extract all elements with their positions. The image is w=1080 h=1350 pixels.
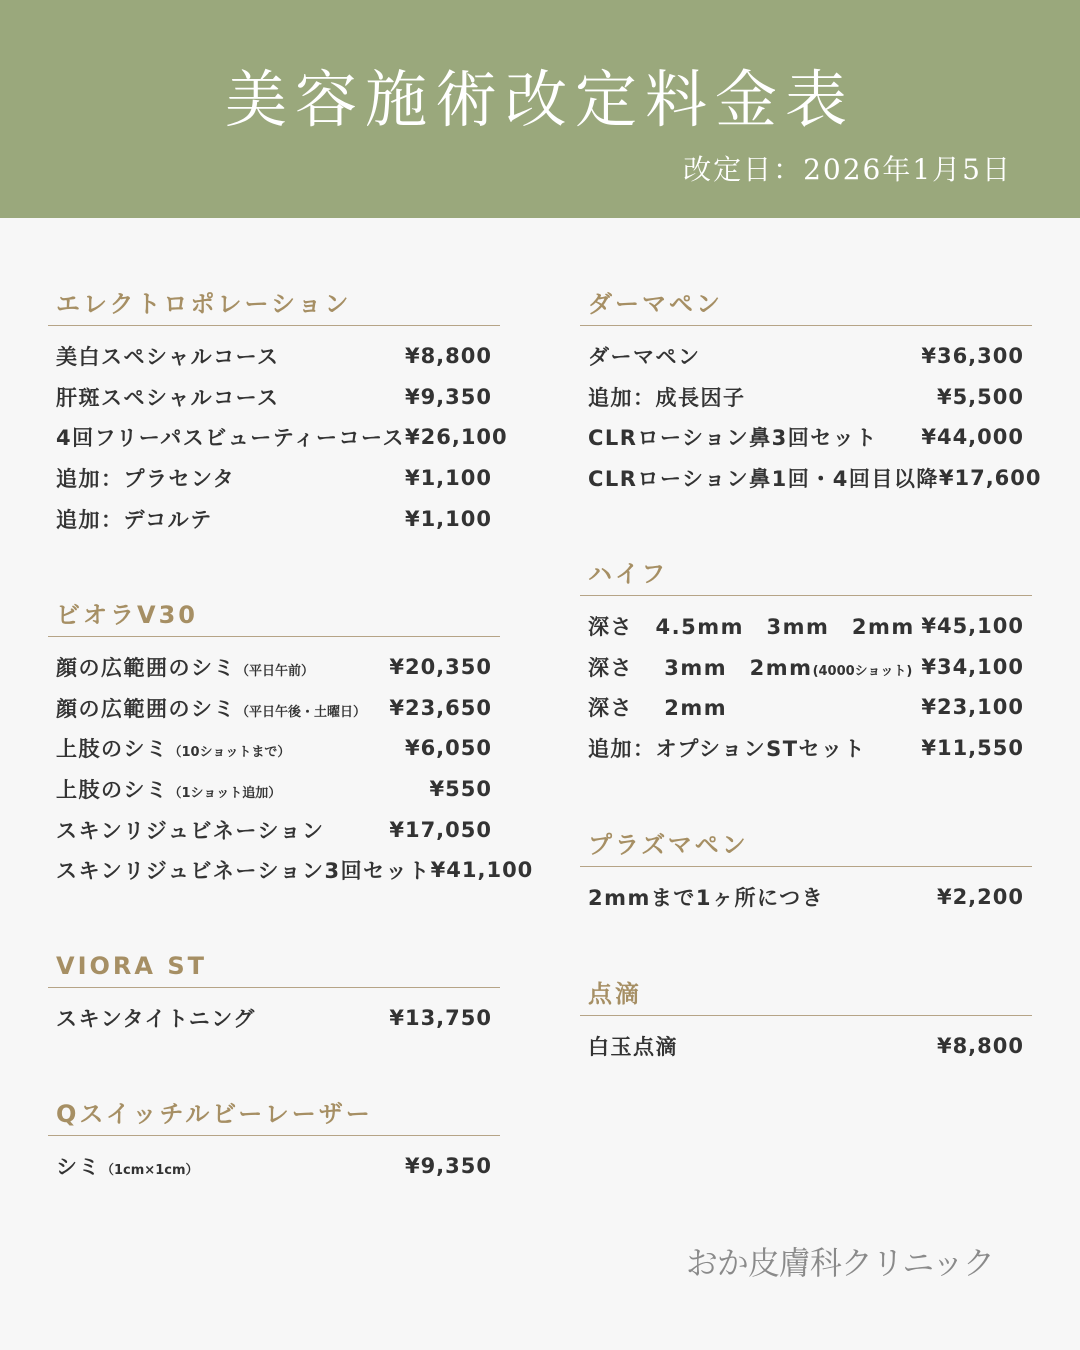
price-list — [580, 596, 1032, 768]
price-list — [48, 1136, 500, 1187]
treatment-name: 白玉点滴 — [588, 1035, 678, 1060]
treatment-price: ¥9,350 — [404, 384, 492, 409]
price-row — [48, 647, 500, 688]
price-row — [580, 458, 1042, 499]
price-row — [48, 377, 500, 418]
treatment-name: 追加：オプションSTセット — [588, 737, 867, 762]
clinic-logo: おか皮膚科クリニック — [685, 1244, 994, 1282]
price-row — [48, 850, 534, 891]
treatment-price: ¥8,800 — [404, 344, 492, 369]
treatment-name-wrap — [56, 1151, 199, 1181]
treatment-name-wrap — [588, 463, 939, 493]
treatment-name-wrap — [56, 815, 325, 845]
price-row — [48, 998, 500, 1039]
treatment-price: ¥1,100 — [404, 466, 492, 491]
treatment-name-wrap — [56, 422, 405, 452]
treatment-price: ¥23,650 — [389, 695, 492, 720]
treatment-price: ¥17,600 — [938, 466, 1042, 491]
treatment-name-wrap — [588, 341, 701, 371]
treatment-name: 上肢のシミ — [56, 737, 169, 762]
treatment-price: ¥36,300 — [921, 344, 1024, 369]
price-row — [580, 687, 1032, 728]
treatment-name: 2mmまで1ヶ所につき — [588, 886, 825, 911]
price-row — [48, 688, 500, 729]
treatment-name: 上肢のシミ — [56, 778, 169, 803]
price-row — [580, 728, 1032, 769]
price-row — [48, 1146, 500, 1187]
treatment-name: シミ — [56, 1155, 101, 1180]
price-row — [48, 458, 500, 499]
price-row — [580, 336, 1032, 377]
treatment-note: （10ショットまで） — [168, 745, 291, 761]
section-title: ビオラV30 — [48, 596, 500, 637]
price-row — [48, 336, 500, 377]
menu-section — [48, 285, 508, 539]
treatment-name: スキンリジュビネーション3回セット — [56, 859, 431, 884]
section-title: プラズマペン — [580, 826, 1032, 867]
price-row — [48, 809, 500, 850]
price-row — [580, 877, 1032, 918]
section-title: VIORA ST — [48, 947, 500, 988]
treatment-name-wrap — [56, 693, 366, 723]
treatment-name: 深さ 3mm 2mm — [588, 655, 813, 680]
price-list — [48, 637, 534, 891]
treatment-name: CLRローション鼻1回・4回目以降 — [588, 467, 939, 492]
price-list — [580, 1016, 1032, 1067]
menu-section — [48, 947, 500, 1039]
treatment-name-wrap — [588, 1031, 678, 1061]
treatment-name: 顔の広範囲のシミ — [56, 696, 236, 721]
treatment-price: ¥26,100 — [405, 425, 508, 450]
treatment-name-wrap — [588, 382, 746, 412]
section-title: ハイフ — [580, 555, 1032, 596]
menu-section — [48, 596, 534, 891]
treatment-name: CLRローション鼻3回セット — [588, 426, 878, 451]
treatment-name-wrap — [588, 422, 878, 452]
price-row — [580, 606, 1032, 647]
price-row — [580, 1026, 1032, 1067]
treatment-name-wrap — [56, 855, 431, 885]
treatment-price: ¥11,550 — [921, 736, 1024, 761]
treatment-price: ¥17,050 — [389, 817, 492, 842]
treatment-name-wrap — [56, 652, 314, 682]
section-title: 点滴 — [580, 975, 1032, 1016]
treatment-name: スキンリジュビネーション — [56, 818, 325, 843]
header-banner — [0, 0, 1080, 218]
treatment-name: 追加：成長因子 — [588, 385, 746, 410]
price-row — [48, 417, 508, 458]
price-row — [580, 647, 1032, 688]
treatment-name: 深さ 4.5mm 3mm 2mm — [588, 615, 915, 640]
treatment-name-wrap — [56, 733, 290, 763]
treatment-note: （1cm×1cm） — [101, 1163, 199, 1179]
treatment-note: （平日午後・土曜日） — [236, 704, 367, 720]
treatment-name-wrap — [56, 504, 213, 534]
price-row — [48, 728, 500, 769]
price-row — [580, 417, 1032, 458]
treatment-name-wrap — [588, 882, 824, 912]
revision-date: 改定日：2026年1月5日 — [683, 153, 1012, 186]
section-title: ダーマペン — [580, 285, 1032, 326]
treatment-price: ¥5,500 — [936, 384, 1024, 409]
treatment-name-wrap — [588, 611, 915, 641]
treatment-name: 肝斑スペシャルコース — [56, 385, 280, 410]
treatment-name-wrap — [588, 692, 727, 722]
treatment-note: （平日午前） — [236, 664, 315, 680]
treatment-price: ¥20,350 — [389, 655, 492, 680]
treatment-price: ¥13,750 — [389, 1006, 492, 1031]
treatment-name: 追加：プラセンタ — [56, 467, 236, 492]
treatment-price: ¥23,100 — [921, 695, 1024, 720]
treatment-name-wrap — [56, 1003, 256, 1033]
treatment-name-wrap — [56, 774, 281, 804]
price-list — [48, 326, 508, 539]
treatment-note: (4000ショット) — [812, 663, 913, 679]
treatment-price: ¥45,100 — [921, 614, 1024, 639]
treatment-price: ¥1,100 — [404, 506, 492, 531]
treatment-name: 顔の広範囲のシミ — [56, 656, 236, 681]
treatment-price: ¥2,200 — [936, 885, 1024, 910]
treatment-name: 4回フリーパスビューティーコース — [56, 426, 405, 451]
treatment-price: ¥44,000 — [921, 425, 1024, 450]
section-title: エレクトロポレーション — [48, 285, 500, 326]
treatment-price: ¥9,350 — [404, 1154, 492, 1179]
menu-section — [580, 285, 1042, 498]
price-list — [48, 988, 500, 1039]
price-list — [580, 326, 1042, 498]
treatment-name-wrap — [56, 341, 280, 371]
treatment-name: 追加：デコルテ — [56, 507, 213, 532]
menu-section — [580, 975, 1032, 1067]
price-row — [48, 769, 500, 810]
treatment-name-wrap — [588, 733, 866, 763]
treatment-name: 深さ 2mm — [588, 696, 728, 721]
treatment-name-wrap — [56, 382, 280, 412]
treatment-name-wrap — [56, 463, 235, 493]
treatment-price: ¥550 — [429, 777, 492, 802]
price-row — [48, 498, 500, 539]
page-title: 美容施術改定料金表 — [224, 63, 855, 136]
menu-section — [48, 1095, 500, 1187]
treatment-note: （1ショット追加） — [168, 786, 282, 802]
price-list — [580, 867, 1032, 918]
treatment-price: ¥8,800 — [936, 1034, 1024, 1059]
treatment-name-wrap — [588, 652, 912, 682]
treatment-price: ¥34,100 — [921, 654, 1024, 679]
treatment-name: ダーマペン — [588, 345, 701, 370]
menu-section — [580, 555, 1032, 768]
treatment-name: スキンタイトニング — [56, 1007, 256, 1032]
price-row — [580, 377, 1032, 418]
treatment-price: ¥6,050 — [404, 736, 492, 761]
treatment-price: ¥41,100 — [430, 858, 534, 883]
section-title: Qスイッチルビーレーザー — [48, 1095, 500, 1136]
treatment-name: 美白スペシャルコース — [56, 345, 280, 370]
menu-section — [580, 826, 1032, 918]
